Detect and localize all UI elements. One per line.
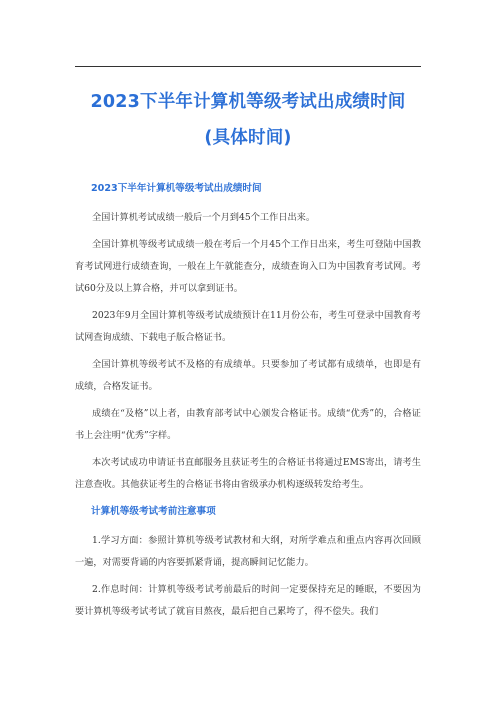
document-title xyxy=(60,84,436,156)
paragraph: 全国计算机等级考试不及格的有成绩单。只要参加了考试都有成绩单，也即是有成绩，合格发证书。 xyxy=(75,359,421,392)
paragraph: 2023年9月全国计算机等级考试成绩预计在11月份公布，考生可登录中国教育考试网查询成绩、下载电子版合格证书。 xyxy=(75,310,421,343)
paragraph: 2.作息时间：计算机等级考试考前最后的时间一定要保持充足的睡眠，不要因为要计算机等级考试考试了就盲目熬夜，最后把自己累垮了，得不偿失。我们 xyxy=(75,584,421,617)
paragraph: 全国计算机考试成绩一般后一个月到45个工作日出来。 xyxy=(92,212,316,223)
document-title-line1: 2023下半年计算机等级考试出成绩时间 xyxy=(90,92,406,112)
section-heading-score-time: 2023下半年计算机等级考试出成绩时间 xyxy=(91,183,262,194)
document-body xyxy=(75,178,421,628)
paragraph: 成绩在“及格”以上者，由教育部考试中心颁发合格证书。成绩“优秀”的，合格证书上会注明“优秀”字样。 xyxy=(75,408,421,441)
header-rule xyxy=(75,66,421,67)
paragraph: 全国计算机等级考试成绩一般在考后一个月45个工作日出来，考生可登陆中国教育考试网进行成绩查询，一般在上午就能查分，成绩查询入口为中国教育考试网。考试60分及以上算合格，并可以拿到证书。 xyxy=(75,239,421,294)
section-heading-exam-notes: 计算机等级考试考前注意事项 xyxy=(91,506,216,517)
paragraph: 本次考试成功申请证书直邮服务且获证考生的合格证书将通过EMS寄出，请考生注意查收。其他获证考生的合格证书将由省级承办机构逐级转发给考生。 xyxy=(75,457,421,490)
document-title-line2: (具体时间) xyxy=(204,128,292,148)
paragraph: 1.学习方面：参照计算机等级考试教材和大纲，对所学难点和重点内容再次回顾一遍，对需要背诵的内容要抓紧背诵，提高瞬间记忆能力。 xyxy=(75,535,421,568)
